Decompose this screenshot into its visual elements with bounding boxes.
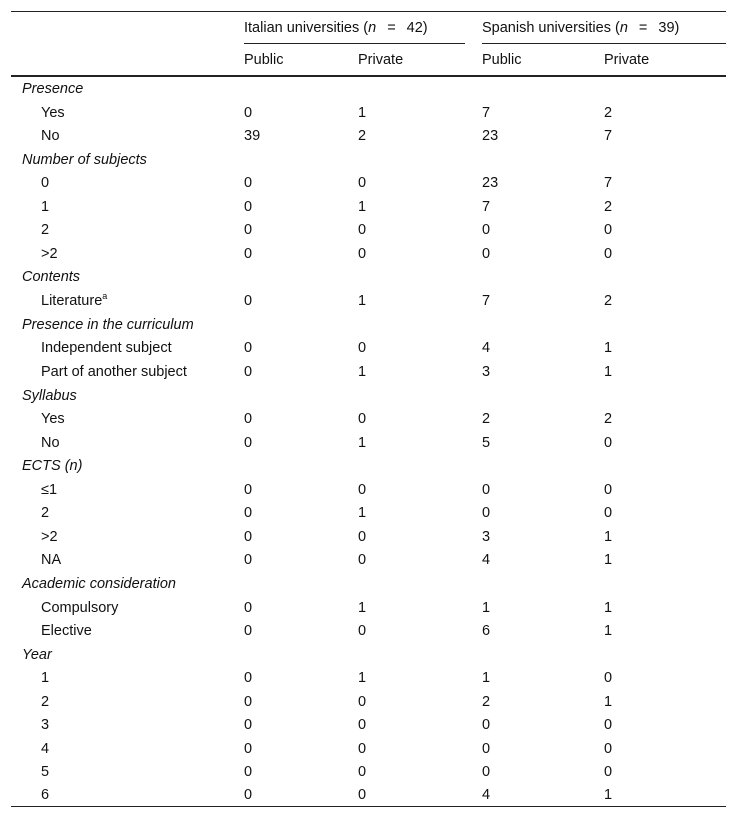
section-row (11, 384, 726, 408)
cell-value: 0 (244, 670, 253, 687)
row-label-text: Elective (41, 622, 92, 639)
cell-value: 0 (358, 340, 367, 357)
cell-value: 0 (604, 222, 613, 239)
cell-value: 1 (604, 693, 613, 710)
italian-header-prefix: Italian universities ( (244, 19, 369, 36)
cell-value: 2 (358, 128, 367, 145)
section-title: Number of subjects (22, 151, 147, 168)
cell-value: 1 (358, 670, 367, 687)
cell-value: 0 (482, 763, 491, 780)
section-row (11, 313, 726, 337)
row-label-text: No (41, 128, 60, 145)
section-title: Presence (22, 81, 84, 97)
header-italian-private: Private (347, 44, 471, 76)
table-row (11, 219, 726, 242)
italian-header-value: 42) (406, 19, 428, 36)
row-label-text: 2 (41, 222, 50, 239)
cell-value: 0 (244, 104, 253, 121)
cell-value: 0 (358, 222, 367, 239)
header-spanish-universities (471, 12, 726, 45)
section-row (11, 265, 726, 289)
row-label-text: 0 (41, 175, 50, 192)
row-label-text: Independent subject (41, 340, 172, 357)
row-label-text: 3 (41, 717, 50, 734)
cell-value: 0 (244, 622, 253, 639)
cell-value: 0 (482, 481, 491, 498)
header-spanish-public: Public (471, 44, 593, 76)
row-label (11, 667, 233, 690)
row-label-text: 2 (41, 693, 50, 710)
cell-value: 0 (604, 740, 613, 757)
cell-value: 0 (604, 505, 613, 522)
table-row (11, 124, 726, 147)
cell-value: 0 (244, 222, 253, 239)
row-label (11, 478, 233, 501)
table-row (11, 667, 726, 690)
table-row (11, 101, 726, 124)
row-label-text: NA (41, 552, 62, 569)
italian-header-eq: = (387, 19, 396, 36)
cell-value: 1 (358, 363, 367, 380)
table-row (11, 172, 726, 195)
row-label-text: 6 (41, 787, 50, 804)
spanish-header-value: 39) (658, 19, 680, 36)
table-row (11, 478, 726, 501)
row-label-text: Compulsory (41, 599, 119, 616)
cell-value: 0 (244, 293, 253, 310)
row-label-text: 1 (41, 198, 50, 215)
cell-value: 1 (358, 505, 367, 522)
cell-value: 7 (482, 104, 491, 121)
row-label-text: No (41, 434, 60, 451)
table-row (11, 242, 726, 265)
row-label (11, 337, 233, 360)
section-title: Syllabus (22, 387, 77, 404)
row-label-text: ≤1 (41, 481, 58, 498)
cell-value: 0 (244, 599, 253, 616)
cell-value: 0 (358, 175, 367, 192)
cell-value: 1 (358, 434, 367, 451)
row-label-text: Part of another subject (41, 363, 187, 380)
cell-value: 0 (358, 552, 367, 569)
cell-value: 0 (244, 198, 253, 215)
cell-value: 0 (358, 740, 367, 757)
section-title: ECTS (n) (22, 458, 83, 475)
table-row (11, 760, 726, 783)
table-row (11, 431, 726, 454)
table-row (11, 408, 726, 431)
row-label (11, 431, 233, 454)
row-label (11, 760, 233, 783)
cell-value: 0 (244, 528, 253, 545)
cell-value: 0 (347, 784, 471, 807)
cell-value: 1 (604, 552, 613, 569)
cell-value: 0 (233, 784, 347, 807)
cell-value: 0 (244, 175, 253, 192)
row-label-text: Literature (41, 293, 103, 310)
section-title: Contents (22, 269, 81, 286)
cell-value: 0 (482, 505, 491, 522)
row-label (11, 242, 233, 265)
table-row (11, 737, 726, 760)
cell-value: 23 (482, 128, 499, 145)
cell-value: 0 (604, 670, 613, 687)
cell-value: 1 (593, 784, 726, 807)
cell-value: 23 (482, 175, 499, 192)
cell-value: 0 (244, 481, 253, 498)
cell-value: 4 (471, 784, 593, 807)
row-label-text: >2 (41, 528, 58, 545)
cell-value: 2 (604, 104, 613, 121)
header-italian-universities (233, 12, 471, 45)
footnote-marker: a (102, 291, 108, 302)
cell-value: 0 (244, 245, 253, 262)
table-row (11, 690, 726, 713)
cell-value: 2 (482, 411, 491, 428)
data-table (11, 11, 726, 807)
row-label-text: >2 (41, 245, 58, 262)
cell-value: 1 (604, 528, 613, 545)
cell-value: 7 (482, 293, 491, 310)
cell-value: 0 (604, 434, 613, 451)
cell-value: 0 (358, 622, 367, 639)
row-label (11, 525, 233, 548)
section-title: Presence in the curriculum (22, 316, 194, 333)
row-label (11, 619, 233, 642)
cell-value: 0 (358, 411, 367, 428)
table-row (11, 596, 726, 619)
spanish-header-eq: = (638, 19, 648, 36)
row-label (11, 219, 233, 242)
italian-header-n: n (368, 19, 377, 36)
cell-value: 6 (482, 622, 491, 639)
cell-value: 1 (358, 104, 367, 121)
table-row (11, 337, 726, 360)
cell-value: 0 (244, 505, 253, 522)
cell-value: 1 (604, 622, 613, 639)
section-row (11, 148, 726, 172)
cell-value: 0 (358, 528, 367, 545)
section-row (11, 643, 726, 667)
row-label (11, 289, 233, 312)
cell-value: 0 (604, 763, 613, 780)
cell-value: 0 (482, 717, 491, 734)
row-label (11, 713, 233, 736)
cell-value: 1 (358, 599, 367, 616)
cell-value: 1 (604, 599, 613, 616)
cell-value: 7 (482, 198, 491, 215)
header-italian-public: Public (233, 44, 347, 76)
cell-value: 0 (244, 363, 253, 380)
cell-value: 2 (604, 198, 613, 215)
spanish-header-n: n (619, 19, 628, 36)
cell-value: 0 (244, 340, 253, 357)
cell-value: 7 (604, 128, 613, 145)
table-row (11, 784, 726, 807)
header-empty-cell (11, 12, 233, 45)
header-spanish-private: Private (593, 44, 726, 76)
table-body (11, 76, 726, 807)
cell-value: 0 (482, 740, 491, 757)
table-row (11, 713, 726, 736)
cell-value: 1 (482, 670, 491, 687)
row-label-text: Yes (41, 104, 65, 121)
cell-value: 1 (358, 198, 367, 215)
row-label (11, 596, 233, 619)
cell-value: 2 (482, 693, 491, 710)
row-label (11, 408, 233, 431)
cell-value: 3 (482, 528, 491, 545)
cell-value: 0 (358, 481, 367, 498)
cell-value: 0 (604, 245, 613, 262)
section-title: Year (22, 646, 52, 663)
row-label (11, 124, 233, 147)
row-label (11, 172, 233, 195)
cell-value: 4 (482, 552, 491, 569)
table-header (11, 12, 726, 77)
section-row (11, 454, 726, 478)
cell-value: 0 (358, 245, 367, 262)
cell-value: 0 (604, 717, 613, 734)
cell-value: 7 (604, 175, 613, 192)
table-row (11, 502, 726, 525)
row-label (11, 737, 233, 760)
cell-value: 3 (482, 363, 491, 380)
cell-value: 0 (358, 717, 367, 734)
row-label (11, 690, 233, 713)
row-label (11, 502, 233, 525)
table-row (11, 360, 726, 383)
cell-value: 0 (358, 763, 367, 780)
cell-value: 0 (604, 481, 613, 498)
cell-value: 0 (482, 245, 491, 262)
section-row (11, 572, 726, 596)
cell-value: 4 (482, 340, 491, 357)
cell-value: 0 (358, 693, 367, 710)
cell-value: 2 (604, 411, 613, 428)
row-label (11, 195, 233, 218)
cell-value: 2 (604, 293, 613, 310)
section-title: Academic consideration (22, 575, 176, 592)
row-label-text: 4 (41, 740, 50, 757)
cell-value: 0 (244, 693, 253, 710)
row-label (11, 784, 233, 807)
cell-value: 0 (482, 222, 491, 239)
row-label (11, 548, 233, 571)
row-label-text: 2 (41, 505, 50, 522)
cell-value: 0 (244, 763, 253, 780)
row-label-text: 5 (41, 763, 50, 780)
cell-value: 1 (482, 599, 491, 616)
cell-value: 5 (482, 434, 491, 451)
spanish-header-prefix: Spanish universities ( (482, 19, 620, 36)
cell-value: 0 (244, 434, 253, 451)
header-empty-cell (11, 44, 233, 76)
section-row (11, 76, 726, 101)
table-row (11, 195, 726, 218)
cell-value: 0 (244, 411, 253, 428)
table-row (11, 548, 726, 571)
table-row (11, 525, 726, 548)
table-row (11, 289, 726, 312)
cell-value: 0 (244, 552, 253, 569)
cell-value: 0 (244, 717, 253, 734)
row-label (11, 101, 233, 124)
row-label-text: 1 (41, 670, 50, 687)
table-row (11, 619, 726, 642)
cell-value: 1 (604, 340, 613, 357)
row-label (11, 360, 233, 383)
cell-value: 39 (244, 128, 261, 145)
header-row-types (11, 44, 726, 76)
cell-value: 0 (244, 740, 253, 757)
header-row-groups (11, 12, 726, 45)
cell-value: 1 (358, 293, 367, 310)
row-label-text: Yes (41, 411, 65, 428)
cell-value: 1 (604, 363, 613, 380)
